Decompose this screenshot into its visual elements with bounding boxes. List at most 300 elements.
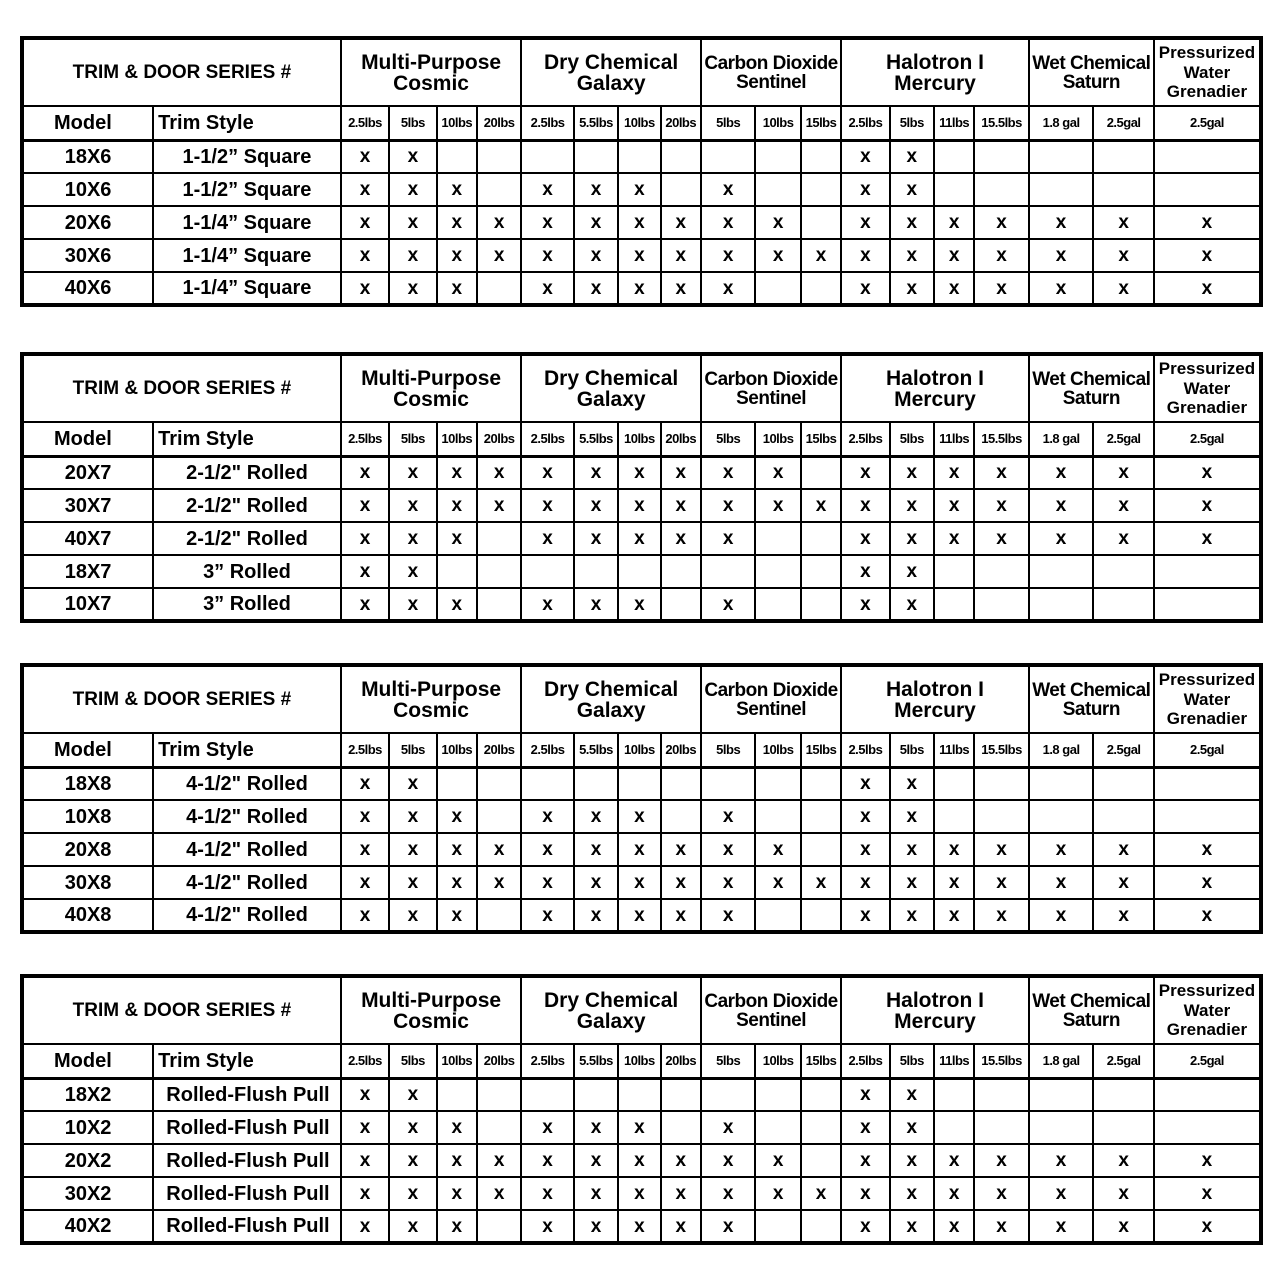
size-label: 10lbs: [618, 422, 660, 456]
trim-style-cell: 4-1/2" Rolled: [153, 866, 341, 899]
size-label: 10lbs: [437, 733, 477, 767]
compatibility-mark: x: [701, 899, 755, 932]
compatibility-mark: x: [974, 899, 1028, 932]
compatibility-mark: x: [1154, 456, 1261, 489]
size-label: 5lbs: [701, 422, 755, 456]
series-title: TRIM & DOOR SERIES #: [22, 38, 341, 106]
size-label: 20lbs: [477, 106, 521, 140]
empty-cell: [755, 1111, 800, 1144]
compatibility-mark: x: [1029, 206, 1094, 239]
empty-cell: [755, 800, 800, 833]
empty-cell: [801, 800, 841, 833]
size-label: 10lbs: [437, 106, 477, 140]
size-label: 2.5lbs: [841, 1044, 889, 1078]
compatibility-mark: x: [574, 1144, 618, 1177]
compatibility-mark: x: [934, 239, 974, 272]
compatibility-mark: x: [341, 140, 389, 173]
compatibility-mark: x: [1093, 833, 1154, 866]
compatibility-table: [20, 974, 1263, 1245]
compatibility-mark: x: [521, 489, 573, 522]
compatibility-mark: x: [437, 899, 477, 932]
compatibility-mark: x: [574, 1111, 618, 1144]
group-name: Pressurized: [1158, 670, 1256, 690]
compatibility-mark: x: [618, 1144, 660, 1177]
compatibility-mark: x: [574, 866, 618, 899]
compatibility-mark: x: [934, 272, 974, 305]
compatibility-mark: x: [521, 1111, 573, 1144]
group-brand: Galaxy: [576, 1009, 646, 1033]
empty-cell: [801, 833, 841, 866]
compatibility-mark: x: [890, 1078, 934, 1111]
compatibility-mark: x: [890, 239, 934, 272]
compatibility-mark: x: [890, 1144, 934, 1177]
empty-cell: [1029, 1078, 1094, 1111]
group-brand: Sentinel: [736, 387, 806, 409]
compatibility-mark: x: [841, 866, 889, 899]
empty-cell: [574, 555, 618, 588]
group-brand: Mercury: [894, 698, 976, 722]
model-header: Model: [22, 1044, 153, 1078]
size-label: 1.8 gal: [1029, 106, 1094, 140]
table-row: [22, 800, 1261, 833]
empty-cell: [437, 140, 477, 173]
compatibility-mark: x: [974, 489, 1028, 522]
empty-cell: [934, 173, 974, 206]
compatibility-mark: x: [974, 866, 1028, 899]
group-name: Halotron I: [885, 366, 984, 390]
size-label: 10lbs: [437, 1044, 477, 1078]
compatibility-mark: x: [1093, 272, 1154, 305]
group-brand: Water: [1183, 62, 1231, 82]
compatibility-mark: x: [1093, 489, 1154, 522]
size-label: 10lbs: [618, 733, 660, 767]
group-name: Pressurized: [1158, 359, 1256, 379]
compatibility-mark: x: [521, 206, 573, 239]
compatibility-mark: x: [841, 173, 889, 206]
compatibility-mark: x: [618, 588, 660, 621]
compatibility-mark: x: [389, 239, 436, 272]
empty-cell: [801, 1111, 841, 1144]
group-brand: Saturn: [1062, 1009, 1120, 1031]
compatibility-mark: x: [1029, 1144, 1094, 1177]
group-brand: Water: [1183, 378, 1231, 398]
size-label: 11lbs: [934, 733, 974, 767]
model-cell: 40X6: [22, 272, 153, 305]
compatibility-mark: x: [618, 1111, 660, 1144]
empty-cell: [618, 1078, 660, 1111]
size-label: 2.5lbs: [341, 1044, 389, 1078]
compatibility-mark: x: [934, 833, 974, 866]
compatibility-mark: x: [1154, 272, 1261, 305]
empty-cell: [801, 173, 841, 206]
compatibility-mark: x: [1154, 522, 1261, 555]
trim-style-header: Trim Style: [153, 1044, 341, 1078]
model-cell: 18X8: [22, 767, 153, 800]
compatibility-mark: x: [755, 206, 800, 239]
size-label: 20lbs: [477, 422, 521, 456]
compatibility-mark: x: [574, 173, 618, 206]
empty-cell: [801, 140, 841, 173]
compatibility-mark: x: [974, 272, 1028, 305]
compatibility-mark: x: [437, 866, 477, 899]
compatibility-mark: x: [618, 272, 660, 305]
model-cell: 40X2: [22, 1210, 153, 1243]
group-header-row: [22, 38, 1261, 106]
compatibility-table: [20, 663, 1263, 934]
compatibility-mark: x: [521, 239, 573, 272]
empty-cell: [801, 767, 841, 800]
compatibility-mark: x: [801, 239, 841, 272]
size-label: 2.5lbs: [841, 733, 889, 767]
compatibility-mark: x: [661, 456, 701, 489]
size-label: 2.5gal: [1154, 733, 1261, 767]
compatibility-mark: x: [841, 206, 889, 239]
size-header-row: [22, 733, 1261, 767]
empty-cell: [1154, 173, 1261, 206]
compatibility-mark: x: [341, 489, 389, 522]
group-header: [701, 976, 841, 1044]
empty-cell: [1154, 800, 1261, 833]
group-header: [1029, 354, 1154, 422]
compatibility-mark: x: [755, 489, 800, 522]
group-name: Halotron I: [885, 677, 984, 701]
compatibility-mark: x: [574, 833, 618, 866]
group-brand: Galaxy: [576, 387, 646, 411]
group-header: [841, 665, 1029, 733]
empty-cell: [1029, 800, 1094, 833]
compatibility-mark: x: [521, 899, 573, 932]
empty-cell: [801, 272, 841, 305]
size-label: 15lbs: [801, 1044, 841, 1078]
empty-cell: [661, 767, 701, 800]
compatibility-mark: x: [661, 833, 701, 866]
compatibility-mark: x: [341, 206, 389, 239]
table-row: [22, 489, 1261, 522]
compatibility-mark: x: [701, 272, 755, 305]
compatibility-mark: x: [574, 522, 618, 555]
model-cell: 40X8: [22, 899, 153, 932]
empty-cell: [755, 1078, 800, 1111]
size-label: 5.5lbs: [574, 1044, 618, 1078]
size-header-row: [22, 106, 1261, 140]
empty-cell: [801, 1078, 841, 1111]
compatibility-mark: x: [890, 173, 934, 206]
compatibility-mark: x: [661, 1177, 701, 1210]
group-name: Dry Chemical: [544, 677, 679, 701]
compatibility-mark: x: [389, 456, 436, 489]
model-header: Model: [22, 733, 153, 767]
table-row: [22, 1111, 1261, 1144]
size-label: 2.5gal: [1154, 422, 1261, 456]
compatibility-mark: x: [1093, 1210, 1154, 1243]
empty-cell: [755, 899, 800, 932]
empty-cell: [801, 899, 841, 932]
compatibility-mark: x: [841, 833, 889, 866]
compatibility-mark: x: [701, 588, 755, 621]
compatibility-mark: x: [890, 272, 934, 305]
compatibility-mark: x: [1093, 1177, 1154, 1210]
compatibility-mark: x: [701, 1210, 755, 1243]
compatibility-mark: x: [341, 1111, 389, 1144]
empty-cell: [661, 555, 701, 588]
size-label: 15lbs: [801, 422, 841, 456]
empty-cell: [801, 1210, 841, 1243]
compatibility-mark: x: [521, 866, 573, 899]
compatibility-mark: x: [521, 1144, 573, 1177]
table-row: [22, 1078, 1261, 1111]
compatibility-mark: x: [934, 456, 974, 489]
trim-style-cell: 2-1/2" Rolled: [153, 456, 341, 489]
model-cell: 18X6: [22, 140, 153, 173]
table-row: [22, 588, 1261, 621]
empty-cell: [701, 1078, 755, 1111]
size-label: 5lbs: [389, 1044, 436, 1078]
group-header: [1029, 665, 1154, 733]
size-label: 20lbs: [661, 733, 701, 767]
compatibility-mark: x: [841, 1144, 889, 1177]
table-row: [22, 1177, 1261, 1210]
compatibility-mark: x: [521, 173, 573, 206]
compatibility-mark: x: [974, 1177, 1028, 1210]
compatibility-mark: x: [661, 522, 701, 555]
table-row: [22, 140, 1261, 173]
compatibility-mark: x: [841, 272, 889, 305]
compatibility-mark: x: [437, 1177, 477, 1210]
compatibility-mark: x: [890, 767, 934, 800]
empty-cell: [521, 767, 573, 800]
compatibility-mark: x: [890, 899, 934, 932]
compatibility-mark: x: [661, 1210, 701, 1243]
compatibility-mark: x: [701, 456, 755, 489]
trim-style-cell: 1-1/4” Square: [153, 206, 341, 239]
compatibility-mark: x: [755, 1144, 800, 1177]
series-title: TRIM & DOOR SERIES #: [22, 976, 341, 1044]
compatibility-mark: x: [890, 206, 934, 239]
compatibility-mark: x: [701, 522, 755, 555]
group-header: [701, 38, 841, 106]
compatibility-mark: x: [389, 800, 436, 833]
compatibility-mark: x: [618, 239, 660, 272]
compatibility-mark: x: [890, 1177, 934, 1210]
table-row: [22, 833, 1261, 866]
size-label: 11lbs: [934, 422, 974, 456]
compatibility-mark: x: [574, 489, 618, 522]
size-label: 20lbs: [661, 106, 701, 140]
compatibility-mark: x: [890, 588, 934, 621]
size-header-row: [22, 1044, 1261, 1078]
compatibility-mark: x: [477, 833, 521, 866]
compatibility-mark: x: [701, 800, 755, 833]
series-title: TRIM & DOOR SERIES #: [22, 354, 341, 422]
compatibility-mark: x: [341, 899, 389, 932]
empty-cell: [477, 1078, 521, 1111]
compatibility-mark: x: [701, 239, 755, 272]
trim-style-cell: 4-1/2" Rolled: [153, 800, 341, 833]
compatibility-mark: x: [890, 1210, 934, 1243]
empty-cell: [477, 272, 521, 305]
size-label: 2.5lbs: [521, 733, 573, 767]
compatibility-mark: x: [934, 1210, 974, 1243]
compatibility-mark: x: [1029, 833, 1094, 866]
compatibility-mark: x: [618, 800, 660, 833]
compatibility-mark: x: [661, 206, 701, 239]
empty-cell: [477, 522, 521, 555]
compatibility-mark: x: [841, 767, 889, 800]
compatibility-mark: x: [574, 588, 618, 621]
compatibility-mark: x: [389, 1144, 436, 1177]
compatibility-mark: x: [841, 239, 889, 272]
group-name: Dry Chemical: [544, 366, 679, 390]
compatibility-mark: x: [437, 833, 477, 866]
compatibility-mark: x: [1093, 1144, 1154, 1177]
compatibility-mark: x: [437, 489, 477, 522]
trim-style-cell: Rolled-Flush Pull: [153, 1144, 341, 1177]
empty-cell: [934, 588, 974, 621]
compatibility-mark: x: [341, 173, 389, 206]
compatibility-mark: x: [974, 206, 1028, 239]
compatibility-mark: x: [934, 1144, 974, 1177]
empty-cell: [1029, 173, 1094, 206]
size-header-row: [22, 422, 1261, 456]
compatibility-mark: x: [477, 866, 521, 899]
compatibility-mark: x: [574, 1177, 618, 1210]
compatibility-mark: x: [755, 866, 800, 899]
compatibility-mark: x: [890, 522, 934, 555]
compatibility-mark: x: [574, 272, 618, 305]
compatibility-mark: x: [841, 1111, 889, 1144]
compatibility-mark: x: [701, 1111, 755, 1144]
compatibility-mark: x: [1154, 833, 1261, 866]
empty-cell: [934, 767, 974, 800]
compatibility-mark: x: [934, 866, 974, 899]
group-brand-line3: Grenadier: [1166, 709, 1248, 729]
group-header-row: [22, 354, 1261, 422]
size-label: 5lbs: [890, 1044, 934, 1078]
model-cell: 18X7: [22, 555, 153, 588]
compatibility-mark: x: [389, 522, 436, 555]
group-name: Carbon Dioxide: [704, 52, 838, 74]
group-name: Carbon Dioxide: [704, 679, 838, 701]
trim-style-cell: Rolled-Flush Pull: [153, 1078, 341, 1111]
compatibility-mark: x: [521, 456, 573, 489]
size-label: 10lbs: [755, 733, 800, 767]
empty-cell: [801, 555, 841, 588]
compatibility-mark: x: [974, 1210, 1028, 1243]
compatibility-mark: x: [801, 866, 841, 899]
compatibility-mark: x: [341, 239, 389, 272]
group-name: Carbon Dioxide: [704, 368, 838, 390]
compatibility-mark: x: [1154, 206, 1261, 239]
empty-cell: [974, 1111, 1028, 1144]
compatibility-mark: x: [1029, 866, 1094, 899]
compatibility-mark: x: [890, 456, 934, 489]
empty-cell: [801, 1144, 841, 1177]
compatibility-mark: x: [389, 767, 436, 800]
compatibility-mark: x: [1029, 522, 1094, 555]
empty-cell: [1154, 1111, 1261, 1144]
empty-cell: [477, 588, 521, 621]
group-brand: Sentinel: [736, 71, 806, 93]
compatibility-mark: x: [1154, 899, 1261, 932]
group-header: [1154, 665, 1261, 733]
size-label: 15.5lbs: [974, 422, 1028, 456]
empty-cell: [1029, 588, 1094, 621]
group-brand: Sentinel: [736, 1009, 806, 1031]
empty-cell: [477, 555, 521, 588]
size-label: 11lbs: [934, 106, 974, 140]
compatibility-mark: x: [437, 800, 477, 833]
compatibility-mark: x: [701, 206, 755, 239]
empty-cell: [755, 555, 800, 588]
trim-style-header: Trim Style: [153, 422, 341, 456]
empty-cell: [1093, 767, 1154, 800]
compatibility-mark: x: [801, 489, 841, 522]
empty-cell: [521, 555, 573, 588]
compatibility-mark: x: [437, 206, 477, 239]
empty-cell: [437, 1078, 477, 1111]
compatibility-mark: x: [755, 833, 800, 866]
compatibility-mark: x: [974, 239, 1028, 272]
compatibility-mark: x: [890, 833, 934, 866]
size-label: 15.5lbs: [974, 733, 1028, 767]
model-cell: 30X8: [22, 866, 153, 899]
empty-cell: [661, 1111, 701, 1144]
group-brand: Saturn: [1062, 71, 1120, 93]
compatibility-mark: x: [389, 1111, 436, 1144]
compatibility-table: [20, 352, 1263, 623]
size-label: 15lbs: [801, 733, 841, 767]
group-header: [521, 665, 701, 733]
size-label: 2.5gal: [1093, 1044, 1154, 1078]
model-cell: 10X8: [22, 800, 153, 833]
compatibility-mark: x: [934, 522, 974, 555]
compatibility-mark: x: [701, 1144, 755, 1177]
group-brand: Cosmic: [393, 71, 469, 95]
compatibility-mark: x: [437, 272, 477, 305]
series-title: TRIM & DOOR SERIES #: [22, 665, 341, 733]
size-label: 2.5lbs: [341, 422, 389, 456]
trim-style-cell: 4-1/2" Rolled: [153, 899, 341, 932]
size-label: 5lbs: [890, 422, 934, 456]
empty-cell: [437, 555, 477, 588]
size-label: 1.8 gal: [1029, 1044, 1094, 1078]
empty-cell: [801, 456, 841, 489]
empty-cell: [974, 1078, 1028, 1111]
compatibility-mark: x: [890, 140, 934, 173]
empty-cell: [974, 767, 1028, 800]
group-header: [1154, 38, 1261, 106]
group-brand-line3: Grenadier: [1166, 82, 1248, 102]
compatibility-mark: x: [389, 866, 436, 899]
group-name: Dry Chemical: [544, 988, 679, 1012]
group-name: Carbon Dioxide: [704, 990, 838, 1012]
empty-cell: [701, 140, 755, 173]
size-label: 5lbs: [389, 106, 436, 140]
compatibility-mark: x: [521, 1210, 573, 1243]
group-brand: Mercury: [894, 71, 976, 95]
empty-cell: [661, 140, 701, 173]
size-label: 10lbs: [755, 106, 800, 140]
compatibility-mark: x: [841, 555, 889, 588]
size-label: 5lbs: [389, 422, 436, 456]
group-brand: Galaxy: [576, 71, 646, 95]
size-label: 5lbs: [701, 1044, 755, 1078]
compatibility-mark: x: [341, 272, 389, 305]
group-name: Multi-Purpose: [361, 50, 502, 74]
empty-cell: [1154, 555, 1261, 588]
compatibility-mark: x: [890, 489, 934, 522]
table-row: [22, 767, 1261, 800]
